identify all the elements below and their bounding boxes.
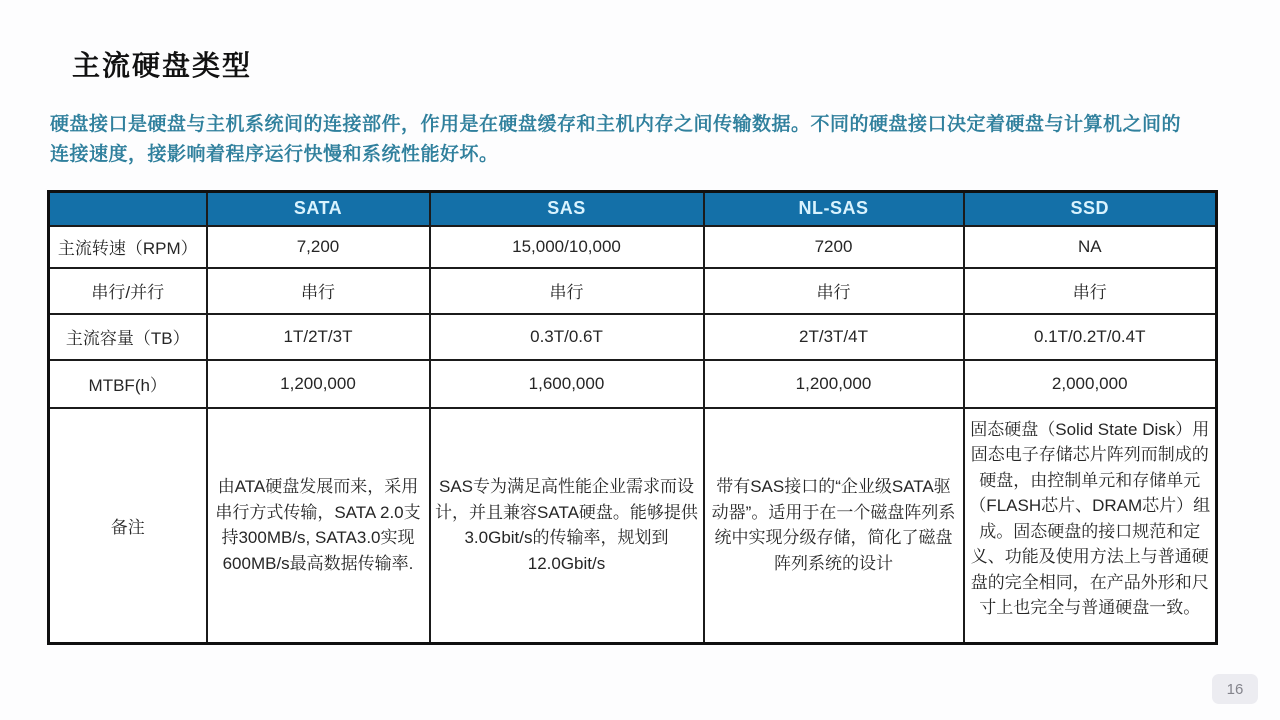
hdd-comparison-table (47, 190, 1218, 645)
row-label-mtbf: MTBF(h） (49, 360, 207, 408)
cell-mtbf-ssd: 2,000,000 (964, 360, 1217, 408)
cell-rpm-nlsas: 7200 (704, 226, 964, 268)
intro-paragraph: 硬盘接口是硬盘与主机系统间的连接部件，作用是在硬盘缓存和主机内存之间传输数据。不同的硬盘接口决定着硬盘与计算机之间的连接速度，接影响着程序运行快慢和系统性能好坏。 (50, 114, 1182, 166)
cell-capacity-sas: 0.3T/0.6T (430, 314, 704, 360)
table-row-serial (49, 268, 1217, 314)
column-header-nlsas: NL-SAS (704, 192, 964, 226)
row-label-rpm: 主流转速（RPM） (49, 226, 207, 268)
cell-mtbf-nlsas: 1,200,000 (704, 360, 964, 408)
cell-rpm-sata: 7,200 (207, 226, 430, 268)
table-row-mtbf (49, 360, 1217, 408)
cell-serial-nlsas: 串行 (704, 268, 964, 314)
table-corner-cell (49, 192, 207, 226)
page-title: 主流硬盘类型 (72, 50, 253, 81)
cell-rpm-sas: 15,000/10,000 (430, 226, 704, 268)
page-number-badge: 16 (1212, 674, 1258, 704)
column-header-ssd: SSD (964, 192, 1217, 226)
cell-remark-sata: 由ATA硬盘发展而来，采用串行方式传输，SATA 2.0支持300MB/s, SATA3.0实现600MB/s最高数据传输率. (207, 408, 430, 644)
table-row-capacity (49, 314, 1217, 360)
cell-serial-sas: 串行 (430, 268, 704, 314)
row-label-remarks: 备注 (49, 408, 207, 644)
cell-serial-sata: 串行 (207, 268, 430, 314)
row-label-serial: 串行/并行 (49, 268, 207, 314)
cell-remark-sas: SAS专为满足高性能企业需求而设计，并且兼容SATA硬盘。能够提供3.0Gbit/s的传输率，规划到12.0Gbit/s (430, 408, 704, 644)
cell-remark-nlsas: 带有SAS接口的“企业级SATA驱动器”。适用于在一个磁盘阵列系统中实现分级存储，简化了磁盘阵列系统的设计 (704, 408, 964, 644)
cell-capacity-ssd: 0.1T/0.2T/0.4T (964, 314, 1217, 360)
cell-rpm-ssd: NA (964, 226, 1217, 268)
table-row-rpm (49, 226, 1217, 268)
cell-mtbf-sas: 1,600,000 (430, 360, 704, 408)
row-label-capacity: 主流容量（TB） (49, 314, 207, 360)
cell-capacity-sata: 1T/2T/3T (207, 314, 430, 360)
cell-mtbf-sata: 1,200,000 (207, 360, 430, 408)
cell-capacity-nlsas: 2T/3T/4T (704, 314, 964, 360)
cell-remark-ssd: 固态硬盘（Solid State Disk）用固态电子存储芯片阵列而制成的硬盘，由控制单元和存储单元（FLASH芯片、DRAM芯片）组成。固态硬盘的接口规范和定义、功能及使用方法上与普通硬盘的完全相同，在产品外形和尺寸上也完全与普通硬盘一致。 (964, 408, 1217, 644)
table-row-remarks (49, 408, 1217, 644)
table-header-row (49, 192, 1217, 226)
column-header-sata: SATA (207, 192, 430, 226)
cell-serial-ssd: 串行 (964, 268, 1217, 314)
column-header-sas: SAS (430, 192, 704, 226)
